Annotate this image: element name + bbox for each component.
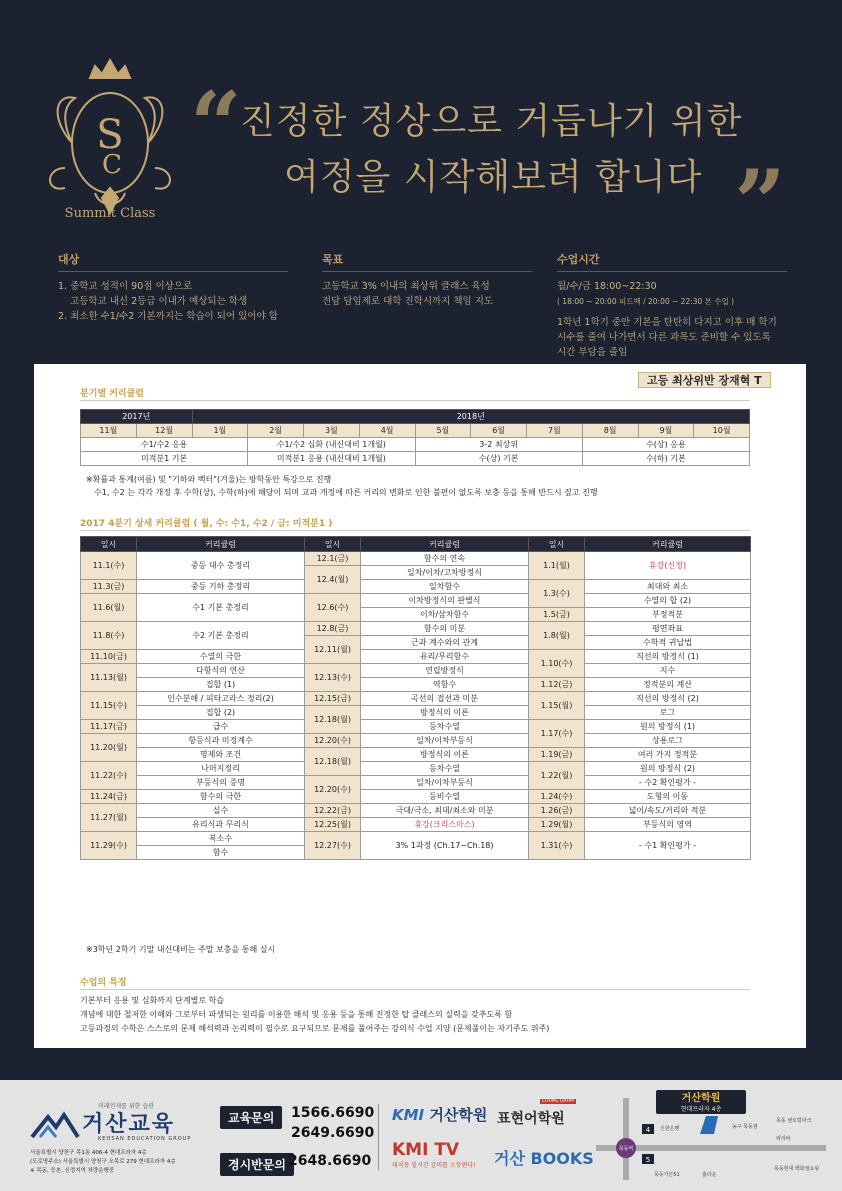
curriculum-cell: 항등식과 미정계수 (137, 734, 305, 748)
curriculum-cell: 함수의 극한 (137, 790, 305, 804)
curriculum-cell: 원의 방정식 (1) (585, 720, 751, 734)
date-cell: 12.6(수) (305, 594, 361, 622)
quarter-cell: 미적분1 응용 (내신대비 1개월) (248, 452, 415, 466)
detail-title: 2017 4분기 상세 커리큘럼 ( 월, 수: 수1, 수2 / 금: 미적분1 ) (80, 519, 333, 529)
edu-phone[interactable]: 2649.6690 (291, 1125, 375, 1141)
curriculum-cell: 등비수열 (361, 790, 529, 804)
curriculum-cell: 도형의 이동 (585, 790, 751, 804)
time-title: 수업시간 (557, 251, 787, 272)
curriculum-cell: 일차/이차/고차방정식 (361, 566, 529, 580)
location-map (596, 1090, 826, 1186)
table-row (81, 692, 751, 706)
building-icon (700, 1116, 718, 1134)
month-cell: 10월 (694, 424, 750, 438)
divider (80, 400, 750, 401)
map-station: 목동역 (618, 1146, 634, 1152)
quarter-cell: 수(상) 기본 (415, 452, 582, 466)
svg-text:S: S (96, 112, 124, 158)
target-line: 2. 최소한 수1/수2 기본까지는 학습이 되어 있어야 함 (58, 311, 278, 322)
date-cell: 12.20(수) (305, 734, 361, 748)
close-quote-icon: ” (734, 150, 786, 256)
headline-line2: 여정을 시작해보려 합니다 (284, 157, 703, 198)
table-row (81, 776, 751, 790)
date-cell: 1.8(월) (529, 622, 585, 650)
curriculum-cell: 넓이/속도/거리와 적분 (585, 804, 751, 818)
quarter-cell: 미적분1 기본 (81, 452, 248, 466)
map-label: 목동 센트럴파크 (776, 1118, 812, 1124)
curriculum-cell: 방정식의 이론 (361, 706, 529, 720)
table-row (81, 650, 751, 664)
date-cell: 1.26(금) (529, 804, 585, 818)
curriculum-cell: 일차/이차부등식 (361, 776, 529, 790)
date-cell: 1.1(월) (529, 552, 585, 580)
curriculum-cell: 로그 (585, 706, 751, 720)
curriculum-cell: 평면좌표 (585, 622, 751, 636)
curriculum-cell: 역함수 (361, 678, 529, 692)
time-line: 시간 부담을 줄임 (557, 347, 628, 358)
curriculum-cell: 극대/극소, 최대/최소와 미분 (361, 804, 529, 818)
features-title: 수업의 특징 (80, 978, 127, 988)
headline-line1: 진정한 정상으로 거듭나기 위한 (240, 101, 743, 142)
quarter-cell: 수1/수2 응용 (81, 438, 248, 452)
quarter-notes (86, 473, 598, 499)
date-cell: 11.15(수) (81, 692, 137, 720)
time-line: 1학년 1학기 중안 기본을 탄탄히 다지고 이후 매 학기 (557, 317, 777, 328)
curriculum-cell: - 수1 확인평가 - (585, 832, 751, 860)
date-cell: 1.29(월) (529, 818, 585, 832)
date-cell: 1.24(수) (529, 790, 585, 804)
keosan-logo-mark-icon (30, 1107, 80, 1141)
divider (80, 530, 750, 531)
month-cell: 6월 (471, 424, 527, 438)
contest-inquiry-label: 경시반문의 (220, 1153, 294, 1176)
quarter-cell: 3-2 최상위 (415, 438, 582, 452)
table-row (81, 706, 751, 720)
quarter-cell: 수(상) 응용 (582, 438, 749, 452)
table-row (81, 762, 751, 776)
time-line: ( 18:00 ~ 20:00 피드백 / 20:00 ~ 22:30 본 수업 ) (557, 297, 735, 306)
date-cell: 12.8(금) (305, 622, 361, 636)
curriculum-cell: 직선의 방정식 (1) (585, 650, 751, 664)
brand-kmi-tv: KMI TV (392, 1140, 460, 1160)
table-row (81, 678, 751, 692)
curriculum-cell: 명제와 조건 (137, 748, 305, 762)
time-line: 월/수/금 18:00~22:30 (557, 281, 657, 292)
month-cell: 4월 (359, 424, 415, 438)
curriculum-cell: 일차함수 (361, 580, 529, 594)
date-cell: 12.1(금) (305, 552, 361, 566)
feature-item: 기본부터 응용 및 심화까지 단계별로 학습 (80, 996, 225, 1005)
curriculum-cell: 집합 (2) (137, 706, 305, 720)
curriculum-cell: 여러 가지 정적분 (585, 748, 751, 762)
target-line: 고등학교 내신 2등급 이내가 예상되는 학생 (70, 296, 248, 307)
features-list (80, 994, 549, 1036)
curriculum-cell: 최대와 최소 (585, 580, 751, 594)
date-cell: 12.13(수) (305, 664, 361, 692)
footer-logo-sub: KEOSAN EDUCATION GROUP (98, 1136, 192, 1142)
curriculum-cell: 정적분의 계산 (585, 678, 751, 692)
brand-books: 거산 BOOKS (494, 1149, 594, 1168)
date-cell: 11.13(월) (81, 664, 137, 692)
curriculum-cell: 등차수열 (361, 762, 529, 776)
feature-item: 고등과정의 수학은 스스로의 문제 해석력과 논리력이 필수로 요구되므로 문제를 풀어주는 강의식 수업 지양 (문제풀이는 자기주도 위주) (80, 1024, 550, 1033)
curriculum-cell: 유리/무리함수 (361, 650, 529, 664)
exit-number: 4 (645, 1126, 651, 1134)
table-row (81, 818, 751, 832)
curriculum-cell: 나머지정리 (137, 762, 305, 776)
curriculum-cell: 함수의 미분 (361, 622, 529, 636)
goal-title: 목표 (322, 251, 532, 272)
table-row (81, 552, 751, 566)
curriculum-cell: 3% 1과정 (Ch.17~Ch.18) (361, 832, 529, 860)
table-row (81, 832, 751, 846)
open-quote-icon: “ (190, 72, 242, 178)
logo-text: Summit Class (64, 206, 156, 221)
divider (378, 1104, 379, 1170)
date-cell: 12.18(월) (305, 706, 361, 734)
edu-phone[interactable]: 1566.6690 (291, 1105, 375, 1121)
footer-address: 서울특별시 양천구 목1동 406-4 현대프라자 4층 (30, 1150, 147, 1156)
date-cell: 11.27(월) (81, 804, 137, 832)
detail-note: ※3학년 2학기 기말 내신대비는 주말 보충을 통해 실시 (86, 945, 276, 954)
divider (80, 989, 750, 990)
date-cell: 12.4(월) (305, 566, 361, 594)
headline (240, 94, 800, 206)
goal-line: 고등학교 3% 이내의 최상위 클래스 육성 (322, 281, 490, 292)
date-cell: 1.12(금) (529, 678, 585, 692)
curriculum-cell: 지수 (585, 664, 751, 678)
footer-logo: 거산교육 (82, 1112, 176, 1137)
date-cell: 12.27(수) (305, 832, 361, 860)
curriculum-cell: 이차방정식의 판별식 (361, 594, 529, 608)
column-header: 일시 (81, 537, 137, 552)
curriculum-cell: 일차/이차부등식 (361, 734, 529, 748)
date-cell: 11.8(수) (81, 622, 137, 650)
footer-tagline: 미래인재를 위한 습관 (98, 1103, 154, 1110)
year-cell: 2018년 (192, 410, 750, 424)
quarter-title: 분기별 커리큘럼 (80, 389, 144, 399)
date-cell: 12.11(월) (305, 636, 361, 664)
time-line: 시수를 줄여 나가면서 다른 과목도 준비할 수 있도록 (557, 332, 771, 343)
curriculum-cell: 등차수열 (361, 720, 529, 734)
detail-table-body (81, 552, 751, 860)
month-cell: 1월 (192, 424, 248, 438)
curriculum-cell: 수2 기본 총정리 (137, 622, 305, 650)
curriculum-cell: 다항식의 연산 (137, 664, 305, 678)
target-section (58, 248, 298, 324)
teacher-badge: 고등 최상위반 장재혁 T (638, 372, 771, 388)
map-label: 홈타운 (702, 1172, 717, 1178)
date-cell: 12.18(월) (305, 748, 361, 776)
date-cell: 1.15(월) (529, 692, 585, 720)
curriculum-cell: 수학적 귀납법 (585, 636, 751, 650)
curriculum-cell: 집합 (1) (137, 678, 305, 692)
curriculum-cell: 함수의 연속 (361, 552, 529, 566)
brand-keosan-academy (392, 1104, 487, 1125)
date-cell: 11.6(월) (81, 594, 137, 622)
kmi-logo: KMI (392, 1106, 425, 1124)
curriculum-cell: 실수 (137, 804, 305, 818)
quarter-cell: 수1/수2 심화 (내신대비 1개월) (248, 438, 415, 452)
date-cell: 11.17(금) (81, 720, 137, 734)
month-cell: 7월 (527, 424, 583, 438)
column-header: 일시 (305, 537, 361, 552)
goal-section (322, 248, 542, 309)
map-label: 파리바 (776, 1136, 791, 1142)
month-cell: 8월 (582, 424, 638, 438)
curriculum-cell: 부등식의 증명 (137, 776, 305, 790)
year-cell: 2017년 (81, 410, 193, 424)
column-header: 커리큘럼 (361, 537, 529, 552)
date-cell: 11.1(수) (81, 552, 137, 580)
quarter-note: 수1, 수2 는 각각 개정 후 수학(상), 수학(하)에 해당이 되며 교과 개정에 따른 커리의 변화로 인한 불편이 없도록 보충 등을 통해 반드시 짚고 진행 (94, 488, 598, 497)
curriculum-cell: 수열의 극한 (137, 650, 305, 664)
map-label: 목동가든51 (654, 1172, 680, 1178)
curriculum-cell: 곡선의 접선과 미분 (361, 692, 529, 706)
brand-kmi-tv-sub: 대치동 일시간 감의를 소등편다! (392, 1162, 476, 1169)
column-header: 커리큘럼 (137, 537, 305, 552)
date-cell: 11.3(금) (81, 580, 137, 594)
date-cell: 12.25(월) (305, 818, 361, 832)
table-row (81, 804, 751, 818)
table-row (81, 734, 751, 748)
date-cell: 12.22(금) (305, 804, 361, 818)
month-cell: 12월 (136, 424, 192, 438)
column-header: 커리큘럼 (585, 537, 751, 552)
quarter-table (80, 409, 750, 466)
contest-phone[interactable]: 2648.6690 (288, 1153, 372, 1169)
date-cell: 1.22(월) (529, 762, 585, 790)
detail-table (80, 536, 751, 860)
map-label: 목동현대 백화점쇼핑 (774, 1166, 820, 1172)
curriculum-cell: 이차/삼차함수 (361, 608, 529, 622)
exit-number: 5 (645, 1156, 651, 1164)
date-cell: 1.19(금) (529, 748, 585, 762)
month-cell: 3월 (304, 424, 360, 438)
map-label: 신한은행 (660, 1126, 680, 1132)
curriculum-cell: 수열의 합 (2) (585, 594, 751, 608)
curriculum-cell: 부등식의 영역 (585, 818, 751, 832)
curriculum-cell: 직선의 방정식 (2) (585, 692, 751, 706)
month-cell: 9월 (638, 424, 694, 438)
curriculum-cell: 원의 방정식 (2) (585, 762, 751, 776)
curriculum-cell: 방정식의 이론 (361, 748, 529, 762)
curriculum-cell: 복소수 (137, 832, 305, 846)
quarter-note: ※확률과 통계(여름) 및 "기하와 벡터"(겨울)는 방학동안 특강으로 진행 (86, 475, 332, 484)
brand-pyohyeon: 표현어학원 (497, 1111, 565, 1127)
curriculum-cell: 휴강(크리스마스) (361, 818, 529, 832)
brand-tag: CHUNG DAHM (542, 1099, 574, 1104)
date-cell: 12.20(수) (305, 776, 361, 804)
table-row (81, 790, 751, 804)
table-row (81, 720, 751, 734)
footer-address: (도로명주소) 서울특별시 양천구 오목로 279 현대프라자 4층 (30, 1159, 176, 1165)
time-section (557, 248, 797, 360)
date-cell: 11.20(월) (81, 734, 137, 762)
brand-name: 거산학원 (429, 1106, 488, 1124)
date-cell: 1.5(금) (529, 608, 585, 622)
curriculum-cell: 상용로그 (585, 734, 751, 748)
curriculum-cell: 중등 기하 총정리 (137, 580, 305, 594)
target-line: 1. 중학교 성적이 90점 이상으로 (58, 281, 193, 292)
map-subtitle: 현대프라자 4층 (680, 1106, 722, 1113)
map-label: 농구 목동점 (732, 1124, 758, 1130)
date-cell: 1.3(수) (529, 580, 585, 608)
month-cell: 5월 (415, 424, 471, 438)
curriculum-cell: 유리식과 무리식 (137, 818, 305, 832)
curriculum-cell: 함수 (137, 846, 305, 860)
curriculum-cell: - 수2 확인평가 - (585, 776, 751, 790)
curriculum-cell: 휴강(신정) (585, 552, 751, 580)
date-cell: 1.17(수) (529, 720, 585, 748)
curriculum-cell: 중등 대수 총정리 (137, 552, 305, 580)
curriculum-cell: 연립방정식 (361, 664, 529, 678)
column-header: 일시 (529, 537, 585, 552)
table-row (81, 664, 751, 678)
svg-text:C: C (102, 150, 122, 180)
month-cell: 2월 (248, 424, 304, 438)
date-cell: 11.10(금) (81, 650, 137, 664)
curriculum-cell: 인수분해 / 피타고라스 정리(2) (137, 692, 305, 706)
curriculum-cell: 근과 계수와의 관계 (361, 636, 529, 650)
month-cell: 11월 (81, 424, 137, 438)
table-row (81, 580, 751, 594)
curriculum-cell: 부정적분 (585, 608, 751, 622)
curriculum-cell: 급수 (137, 720, 305, 734)
feature-item: 개념에 대한 철저한 이해와 그로부터 파생되는 원리를 이용한 해석 및 응용 등을 통해 진정한 탑 클래스의 실력을 갖추도록 함 (80, 1010, 513, 1019)
table-row (81, 748, 751, 762)
edu-inquiry-label: 교육문의 (220, 1106, 282, 1129)
summit-class-crest-logo (40, 48, 180, 228)
date-cell: 11.29(수) (81, 832, 137, 860)
date-cell: 12.15(금) (305, 692, 361, 706)
date-cell: 11.24(금) (81, 790, 137, 804)
quarter-cell: 수(하) 기본 (582, 452, 749, 466)
target-title: 대상 (58, 251, 288, 272)
date-cell: 11.22(수) (81, 762, 137, 790)
goal-line: 전담 담임제로 대학 진학시까지 책임 지도 (322, 296, 494, 307)
curriculum-cell: 수1 기본 총정리 (137, 594, 305, 622)
table-row (81, 594, 751, 608)
map-title: 거산학원 (681, 1093, 721, 1104)
date-cell: 1.10(수) (529, 650, 585, 678)
footer-address: ※ 목동, 등촌, 신정지역 차량운행중 (30, 1168, 115, 1174)
date-cell: 1.31(수) (529, 832, 585, 860)
table-row (81, 622, 751, 636)
